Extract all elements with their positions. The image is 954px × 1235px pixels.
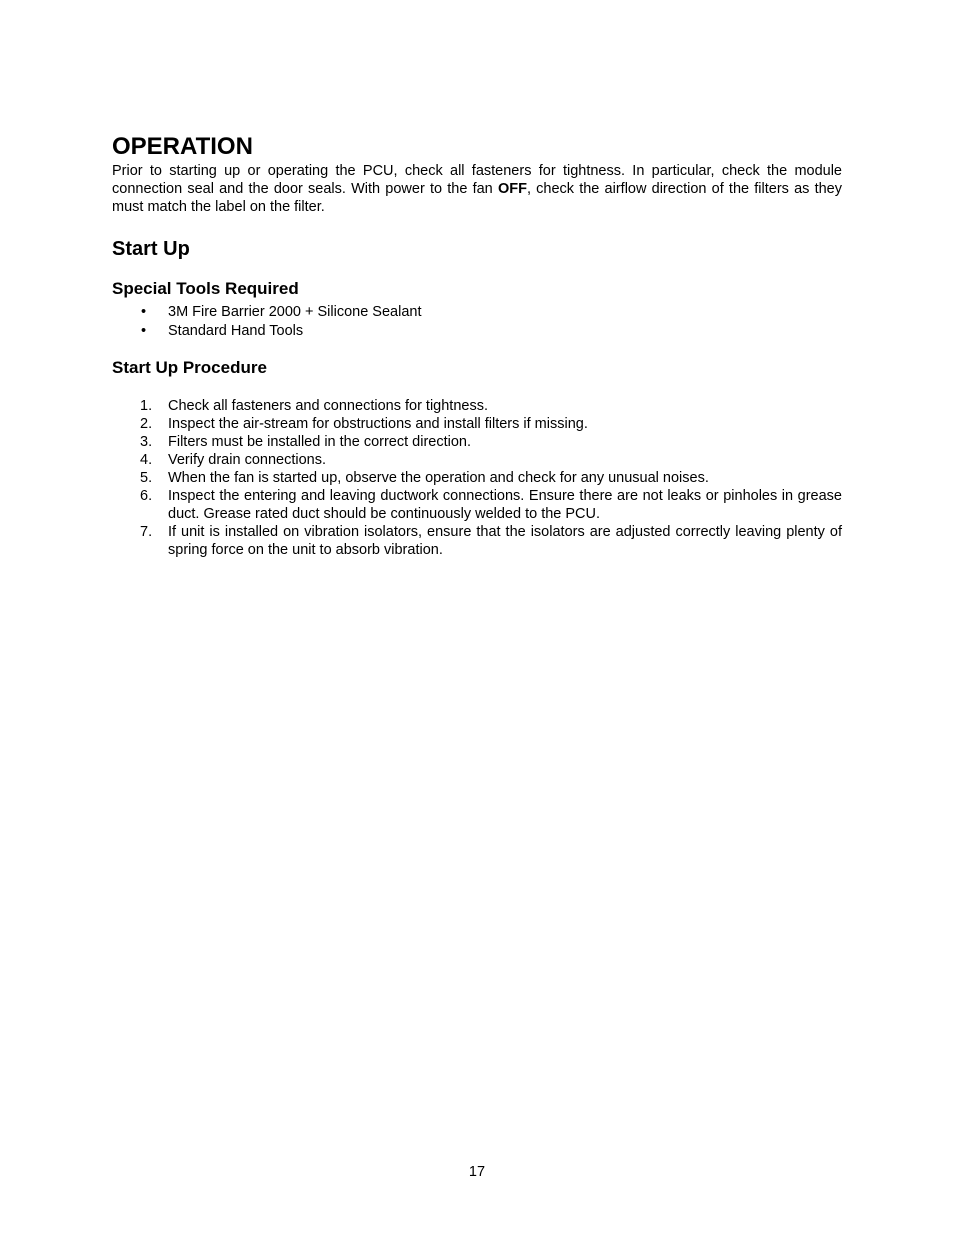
tool-item-text: 3M Fire Barrier 2000 + Silicone Sealant bbox=[168, 304, 422, 320]
list-item bbox=[112, 487, 842, 523]
intro-paragraph bbox=[112, 162, 842, 216]
step-text: Inspect the entering and leaving ductwork connections. Ensure there are not leaks or pinholes in grease duct. Grease rated duct should be continuously welded to the PCU. bbox=[168, 488, 842, 522]
list-item bbox=[112, 415, 842, 433]
bullet-glyph: • bbox=[141, 323, 147, 339]
tools-title: Special Tools Required bbox=[112, 279, 299, 298]
list-item bbox=[112, 303, 842, 322]
intro-text-part1: Prior to starting up or operating the PCU, check all fasteners for tightness. In particular, check the module connection seal and the door seals. With power to the fan bbox=[112, 163, 842, 197]
list-item bbox=[112, 397, 842, 415]
startup-title: Start Up bbox=[112, 238, 190, 260]
step-text: Filters must be installed in the correct direction. bbox=[168, 434, 472, 450]
procedure-title: Start Up Procedure bbox=[112, 358, 267, 377]
step-number: 5. bbox=[140, 470, 153, 486]
step-text: Verify drain connections. bbox=[168, 452, 326, 468]
bullet-glyph: • bbox=[141, 304, 147, 320]
list-item bbox=[112, 523, 842, 559]
step-text: Check all fasteners and connections for tightness. bbox=[168, 398, 488, 414]
step-number: 7. bbox=[140, 524, 153, 540]
procedure-list bbox=[112, 397, 842, 559]
list-item bbox=[112, 433, 842, 451]
list-item bbox=[112, 469, 842, 487]
tools-list bbox=[112, 303, 842, 341]
page-number: 17 bbox=[468, 1164, 486, 1180]
list-item bbox=[112, 451, 842, 469]
step-text: If unit is installed on vibration isolators, ensure that the isolators are adjusted correctly leaving plenty of spring force on the unit to absorb vibration. bbox=[168, 524, 842, 558]
step-text: When the fan is started up, observe the operation and check for any unusual noises. bbox=[168, 470, 709, 486]
section-title: OPERATION bbox=[112, 133, 253, 160]
step-number: 2. bbox=[140, 416, 153, 432]
page-content bbox=[112, 132, 842, 559]
intro-text-bold: OFF bbox=[497, 181, 527, 197]
step-text: Inspect the air-stream for obstructions and install filters if missing. bbox=[168, 416, 588, 432]
list-item bbox=[112, 322, 842, 341]
step-number: 1. bbox=[140, 398, 153, 414]
step-number: 4. bbox=[140, 452, 153, 468]
intro-text-part2: , check the airflow direction of the filters as they must match the label on the filter. bbox=[112, 181, 842, 215]
tool-item-text: Standard Hand Tools bbox=[168, 323, 304, 339]
step-number: 6. bbox=[140, 488, 153, 504]
step-number: 3. bbox=[140, 434, 153, 450]
